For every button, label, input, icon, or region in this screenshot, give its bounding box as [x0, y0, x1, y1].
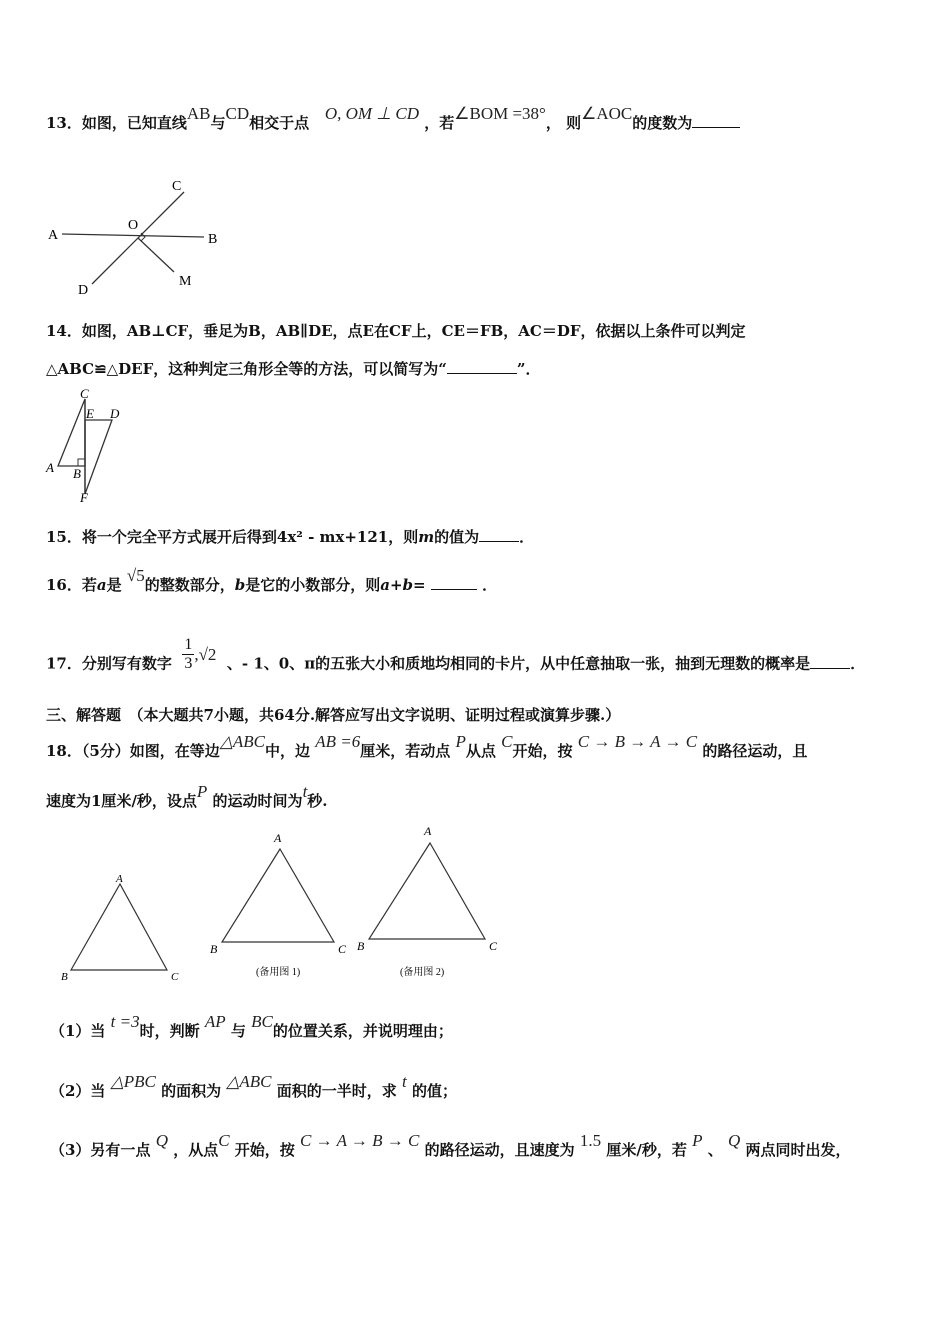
q18-math-p: P [455, 732, 466, 751]
q17-root-2: ,√2 [194, 644, 217, 664]
q18-p3-math-path: C → A → B → C [300, 1131, 420, 1150]
q18-part-3 [50, 1131, 851, 1160]
q18-fig2-caption: (备用图 1) [256, 967, 301, 978]
q13-text-2: 与 [210, 114, 226, 132]
q18-p3-math-speed: 1.5 [579, 1131, 602, 1150]
q13-math-cd: CD [225, 104, 250, 123]
q17-line [46, 636, 866, 683]
q15-text-mid: ，则 [388, 528, 419, 546]
q18-line-1 [46, 732, 808, 761]
q15-text-end: ． [519, 528, 535, 546]
q16-text-mid2: 是它的小数部分，则 [245, 576, 381, 594]
q18-fig2-label-b: B [210, 942, 218, 956]
q14-label-c: C [80, 386, 89, 401]
q16-text-mid: 的整数部分， [144, 576, 235, 594]
q17-fraction-denominator: 3 [184, 655, 193, 672]
q16-line [46, 566, 498, 595]
q15-text-post: 的值为 [434, 528, 480, 546]
q15-var-m: m [418, 528, 435, 546]
q17-fraction [182, 636, 194, 673]
q18-text-5: 的路径运动，且 [702, 742, 808, 760]
q18-fig1-label-b: B [61, 971, 68, 983]
q16-expression: a+b= [380, 576, 426, 594]
q18-p2-math-pbc: △PBC [110, 1072, 156, 1091]
q13-text-1: 如图，已知直线 [81, 114, 187, 132]
q18-p2-c: 面积的一半时，求 [276, 1082, 397, 1100]
q18-p2-a: （2）当 [50, 1082, 106, 1100]
q16-var-b: b [234, 576, 246, 594]
q14-label-b: B [73, 466, 81, 481]
q18-p3-d: 的路径运动，且速度为 [424, 1141, 575, 1159]
q18-p3-c: 开始，按 [234, 1141, 295, 1159]
q13-number: 13． [46, 114, 82, 132]
q18-p1-math-bc: BC [251, 1012, 273, 1031]
q18-p2-math-abc: △ABC [226, 1072, 272, 1091]
q14-figure [44, 384, 134, 504]
q17-text-end: ． [850, 654, 866, 673]
q13-text-5: ， 则 [545, 114, 582, 132]
q13-label-a: A [48, 228, 59, 243]
q16-answer-blank [431, 575, 477, 590]
q14-answer-blank [447, 359, 517, 374]
q18-p2-math-t: t [402, 1072, 407, 1091]
q18-math-c: C [501, 732, 513, 751]
q18-text-3: 从点 [465, 742, 496, 760]
q13-math-perp: O, OM ⊥ CD [324, 104, 419, 123]
q16-text-pre: 16．若 [46, 576, 97, 594]
q16-text-is: 是 [106, 576, 122, 594]
q18-p1-c: 与 [230, 1022, 246, 1040]
q18-math-path: C → B → A → C [577, 732, 698, 751]
q18-text-1: 中，边 [265, 742, 311, 760]
q13-text-4: ，若 [424, 114, 455, 132]
q18-line-2 [46, 782, 328, 811]
q18-p3-b: ，从点 [173, 1141, 219, 1159]
q15-expression: 4x² - mx+121 [276, 528, 389, 546]
q14-line-1: 14．如图，AB⊥CF，垂足为B，AB∥DE，点E在CF上，CE＝FB，AC＝DF，依据以上条件可以判定 [46, 322, 746, 340]
q18-math-p-2: P [196, 782, 208, 801]
q16-var-a: a [96, 576, 107, 594]
q18-p1-b: 时，判断 [139, 1022, 200, 1040]
q13-math-angle-aoc: ∠AOC [581, 104, 633, 123]
q15-answer-blank [479, 527, 519, 542]
q14-label-f: F [80, 490, 88, 504]
q18-p3-math-p: P [692, 1131, 703, 1150]
q18-p1-d: 的位置关系，并说明理由； [272, 1022, 453, 1040]
q18-p3-f: 、 [707, 1141, 723, 1159]
q18-p3-g: 两点同时出发， [745, 1141, 851, 1159]
q13-figure [44, 172, 234, 297]
q18-text-l2b: 的运动时间为 [212, 792, 303, 810]
q16-text-end: ． [482, 576, 498, 594]
q17-answer-blank [810, 654, 850, 669]
q18-number: 18．（5分）如图，在等边 [46, 742, 220, 760]
q18-fig1-label-a: A [116, 873, 123, 885]
q18-fig3-label-b: B [357, 939, 365, 953]
q18-fig2-label-a: A [274, 831, 282, 845]
q18-part-1 [50, 1012, 453, 1041]
q13-text-3: 相交于点 [249, 114, 310, 132]
q13-line [46, 104, 740, 133]
q13-label-d: D [78, 283, 89, 297]
q14-text-2b: ”． [516, 360, 541, 378]
q17-fraction-numerator: 1 [184, 636, 193, 653]
q13-label-m: M [179, 274, 192, 289]
q18-fig2-label-c: C [338, 942, 347, 956]
q18-text-4: 开始，按 [512, 742, 573, 760]
q13-math-angle-bom: ∠BOM =38° [454, 104, 546, 123]
q17-text-post: 、- 1、0、π的五张大小和质地均相同的卡片，从中任意抽取一张，抽到无理数的概率是 [226, 654, 811, 673]
q18-p3-a: （3）另有一点 [50, 1141, 151, 1159]
q18-p2-b: 的面积为 [161, 1082, 222, 1100]
q13-label-o: O [128, 218, 139, 233]
q18-p1-math-t3: t =3 [110, 1012, 140, 1031]
q13-text-6: 的度数为 [632, 114, 693, 132]
q18-p3-math-c: C [218, 1131, 230, 1150]
q18-fig3-label-c: C [489, 939, 498, 953]
q13-label-b: B [208, 232, 218, 247]
q14-line-2 [46, 358, 541, 379]
q15-text-pre: 15．将一个完全平方式展开后得到 [46, 528, 277, 546]
q18-p1-math-ap: AP [204, 1012, 226, 1031]
q16-root-5: √5 [126, 566, 145, 585]
q14-label-e: E [86, 406, 94, 421]
q18-fig1-label-c: C [171, 971, 179, 983]
q17-text-pre: 17．分别写有数字 [46, 654, 172, 673]
q18-math-t: t [302, 782, 308, 801]
q13-label-c: C [172, 179, 182, 194]
q18-figures [50, 820, 520, 990]
q18-p3-math-q2: Q [727, 1131, 741, 1150]
q18-text-l2a: 速度为1厘米/秒，设点 [46, 792, 197, 810]
q18-fig3-label-a: A [424, 824, 432, 838]
q18-part-2 [50, 1072, 457, 1101]
q18-p3-e: 厘米/秒，若 [606, 1141, 687, 1159]
q18-text-l2c: 秒. [307, 792, 328, 810]
q18-fig3-caption: (备用图 2) [400, 967, 445, 978]
q18-p3-math-q: Q [155, 1131, 168, 1150]
q18-p2-d: 的值； [411, 1082, 457, 1100]
q14-text-2a: △ABC≌△DEF，这种判定三角形全等的方法，可以简写为“ [46, 360, 447, 378]
section-3-title: 三、解答题 （本大题共7小题，共64分.解答应写出文字说明、证明过程或演算步骤.） [46, 706, 621, 724]
q18-math-triangle-abc: △ABC [219, 732, 265, 751]
q18-p1-a: （1）当 [50, 1022, 106, 1040]
q13-answer-blank [692, 113, 740, 128]
q13-math-ab: AB [186, 104, 211, 123]
q14-label-d: D [110, 406, 120, 421]
q18-text-2: 厘米，若动点 [360, 742, 451, 760]
q14-label-a: A [46, 460, 54, 475]
q18-math-ab-6: AB =6 [315, 732, 361, 751]
q15-line [46, 526, 534, 547]
